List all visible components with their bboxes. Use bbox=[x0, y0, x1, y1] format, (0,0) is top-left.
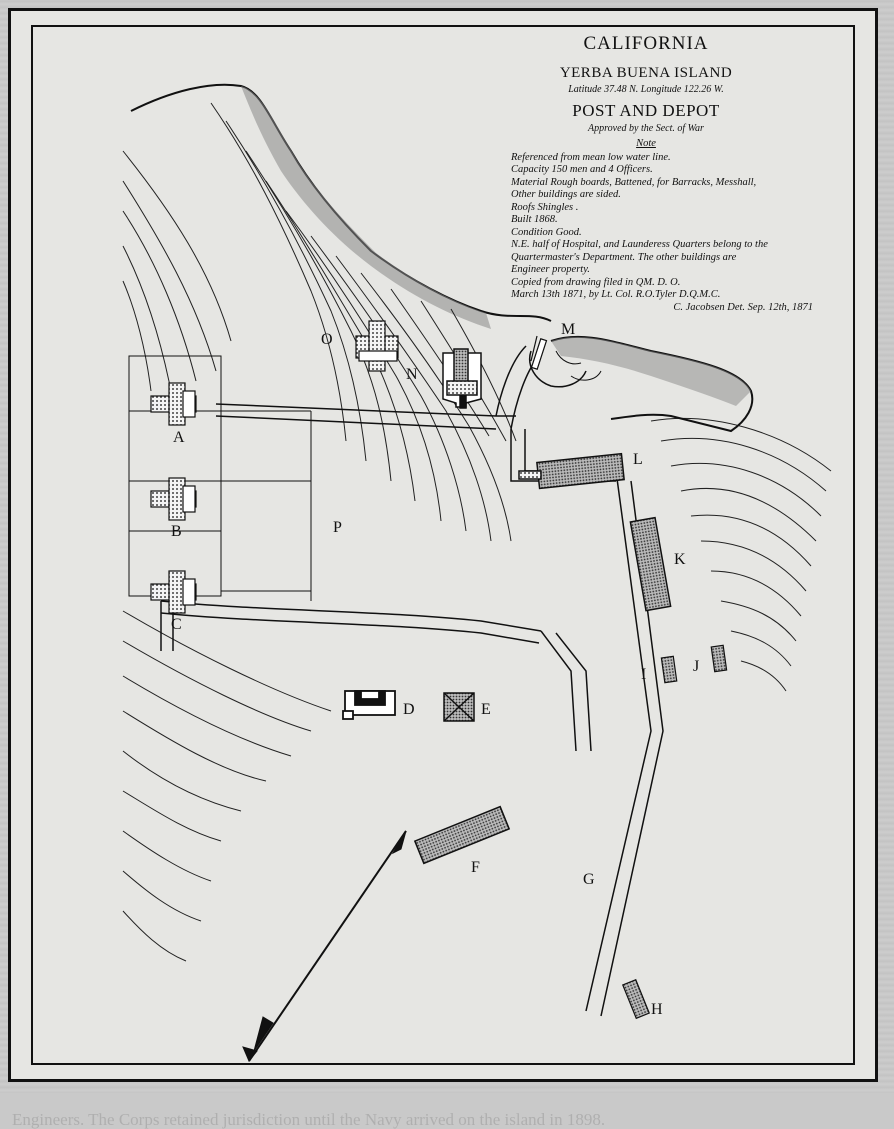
label-F: F bbox=[471, 859, 480, 876]
note-line: Capacity 150 men and 4 Officers. bbox=[511, 164, 653, 175]
building-C bbox=[151, 571, 196, 613]
contour-lines-west bbox=[123, 103, 516, 541]
building-A bbox=[151, 383, 196, 425]
roads bbox=[161, 346, 663, 1016]
north-arrow bbox=[243, 831, 406, 1061]
label-G: G bbox=[583, 871, 595, 888]
map-coordinates: Latitude 37.48 N. Longitude 122.26 W. bbox=[568, 84, 724, 95]
note-line: Material Rough boards, Battened, for Barracks, Messhall, bbox=[511, 176, 757, 188]
label-A: A bbox=[173, 429, 185, 446]
label-N: N bbox=[406, 366, 418, 383]
building-K bbox=[630, 518, 670, 611]
note-line: Condition Good. bbox=[511, 226, 582, 238]
note-line: N.E. half of Hospital, and Launderess Quarters belong to the bbox=[511, 239, 768, 250]
building-F bbox=[415, 807, 509, 864]
building-N bbox=[443, 349, 481, 408]
map-approval: Approved by the Sect. of War bbox=[588, 123, 704, 134]
contour-lines-south bbox=[123, 611, 331, 961]
building-H bbox=[623, 980, 649, 1019]
label-O: O bbox=[321, 331, 333, 348]
building-E bbox=[444, 693, 474, 721]
building-D bbox=[343, 691, 395, 719]
map-subtitle: POST AND DEPOT bbox=[572, 101, 720, 120]
label-J: J bbox=[693, 658, 700, 675]
map-state-title: CALIFORNIA bbox=[583, 33, 709, 54]
note-line: Engineer property. bbox=[511, 264, 590, 275]
note-line: Built 1868. bbox=[511, 214, 558, 225]
building-J bbox=[711, 645, 726, 671]
building-O bbox=[356, 321, 398, 371]
label-M: M bbox=[561, 321, 576, 338]
label-H: H bbox=[651, 1001, 663, 1018]
label-P: P bbox=[333, 519, 342, 536]
note-line: Referenced from mean low water line. bbox=[511, 151, 671, 163]
wharf-M bbox=[531, 336, 546, 369]
label-L: L bbox=[633, 451, 643, 468]
map-notes bbox=[511, 138, 841, 314]
note-line: March 13th 1871, by Lt. Col. R.O.Tyler D.Q.M.C. bbox=[511, 289, 721, 300]
note-line: Copied from drawing filed in QM. D. O. bbox=[511, 276, 681, 288]
label-K: K bbox=[674, 551, 686, 568]
note-line: Quartermaster's Department. The other buildings are bbox=[511, 251, 737, 263]
building-I bbox=[661, 656, 676, 682]
label-B: B bbox=[171, 523, 182, 540]
label-I: I bbox=[641, 666, 647, 683]
notes-heading: Note bbox=[636, 138, 656, 149]
map-sheet bbox=[8, 8, 878, 1082]
east-headland-shade bbox=[551, 337, 751, 406]
notes-signature: C. Jacobsen Det. Sep. 12th, 1871 bbox=[673, 301, 813, 313]
building-B bbox=[151, 478, 196, 520]
note-line: Roofs Shingles . bbox=[511, 201, 579, 213]
building-L bbox=[519, 454, 624, 489]
note-line: Other buildings are sided. bbox=[511, 189, 621, 200]
label-E: E bbox=[481, 701, 491, 718]
background-document-text: Engineers. The Corps retained jurisdiction until the Navy arrived on the island in 1898. bbox=[12, 1110, 606, 1129]
map-title-block bbox=[481, 33, 811, 134]
label-D: D bbox=[403, 701, 415, 718]
parade-ground-fence bbox=[129, 356, 311, 601]
map-place-title: YERBA BUENA ISLAND bbox=[559, 65, 733, 81]
label-C: C bbox=[171, 616, 182, 633]
